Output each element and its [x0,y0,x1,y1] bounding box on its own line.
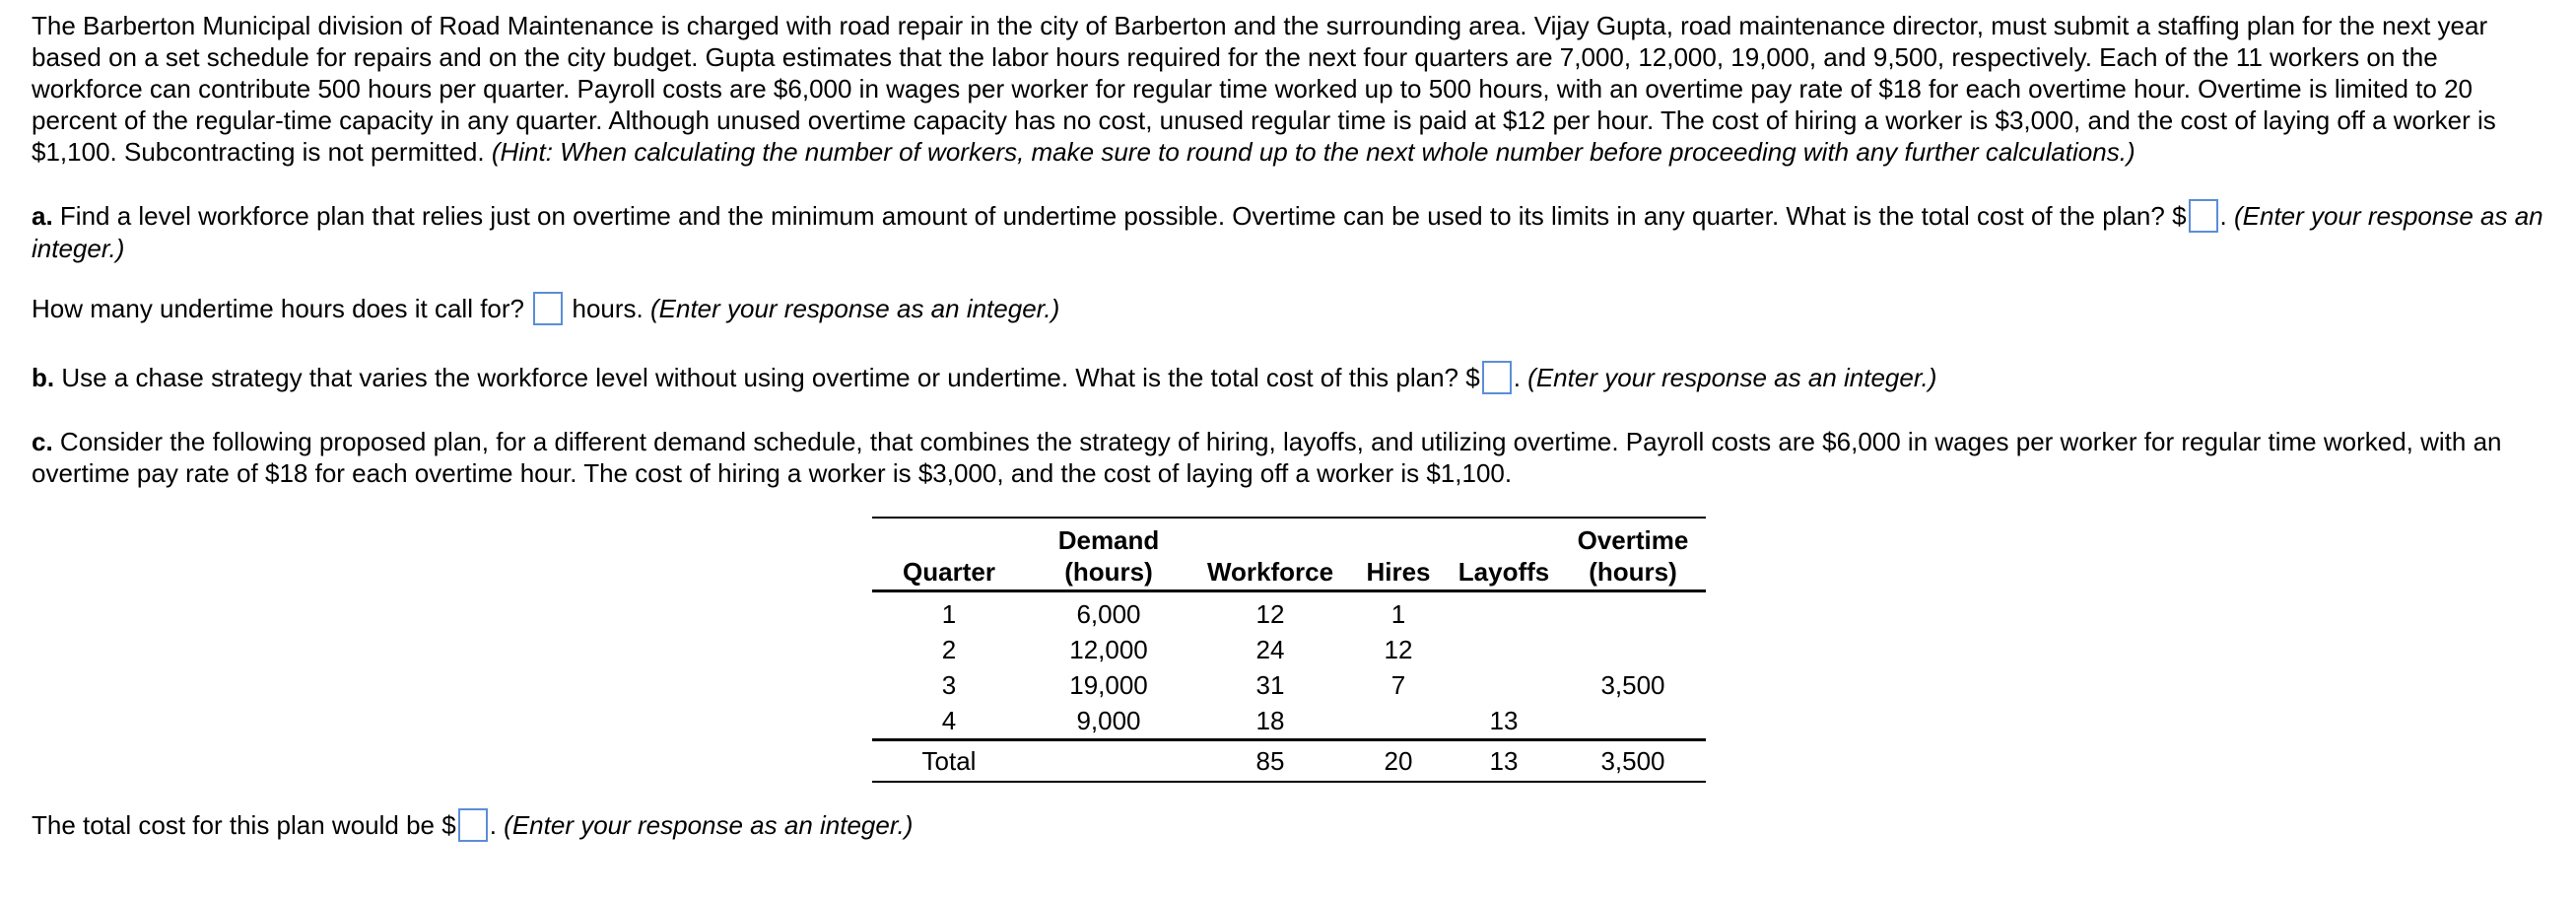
cell-total-overtime: 3,500 [1600,746,1665,776]
cell-quarter: 1 [941,599,957,629]
question-a [32,199,2544,264]
final-question-text: The total cost for this plan would be $ [32,810,456,840]
question-c [32,426,2544,489]
problem-content [32,10,2544,489]
undertime-unit: hours. [572,294,644,323]
cell-demand: 6,000 [1076,599,1141,629]
table-row [872,632,1706,667]
cell-hires [1349,703,1448,740]
cell-total-demand [1026,740,1191,783]
question-a-instruction: (Enter your response as an integer.) [32,201,2543,263]
cell-demand: 12,000 [1069,635,1148,664]
table-row [872,703,1706,740]
table-total-row [872,740,1706,783]
cell-hires: 12 [1384,635,1413,664]
cell-hires: 7 [1390,670,1406,700]
cell-overtime: 3,500 [1600,670,1665,700]
problem-statement [32,10,2544,168]
cell-overtime [1560,703,1706,740]
hint-text: (Hint: When calculating the number of workers, make sure to round up to the next whole number before proceeding with any further calculations.) [491,137,2135,167]
cell-quarter: 4 [941,706,957,735]
question-c-text: Consider the following proposed plan, for a different demand schedule, that combines the strategy of hiring, layoffs, and utilizing overtime. Payroll costs are $6,000 in wages per worker for regular time worked, with an overtime pay rate of $18 for each overtime hour. The cost of hiring a worker is $3,000, and the cost of laying off a worker is $1,100. [32,427,2502,488]
answer-c-total-cost-input[interactable] [458,808,488,842]
answer-a-total-cost-input[interactable] [2189,199,2218,233]
cell-total-label: Total [921,746,977,776]
cell-overtime [1560,632,1706,667]
cell-total-workforce: 85 [1255,746,1285,776]
question-b-text: Use a chase strategy that varies the workforce level without using overtime or undertime. What is the total cost of this plan? $ [61,363,1480,392]
cell-workforce: 18 [1255,706,1285,735]
cell-hires: 1 [1390,599,1406,629]
cell-workforce: 24 [1255,635,1285,664]
cell-demand: 9,000 [1076,706,1141,735]
question-b-label: b. [32,363,55,392]
cell-layoffs [1448,591,1560,633]
answer-b-total-cost-input[interactable] [1482,361,1512,394]
header-overtime: Overtime (hours) [1577,525,1689,587]
cell-workforce: 12 [1255,599,1285,629]
cell-quarter: 2 [941,635,957,664]
question-c-total-cost [32,808,913,842]
cell-total-hires: 20 [1384,746,1413,776]
final-period: . [489,810,497,840]
cell-layoffs: 13 [1489,706,1519,735]
plan-table-container [872,517,1706,783]
header-demand: Demand (hours) [1057,525,1160,587]
staffing-plan-table [872,517,1706,783]
final-instruction: (Enter your response as an integer.) [504,810,914,840]
cell-layoffs [1448,632,1560,667]
question-a-label: a. [32,201,53,231]
header-hires: Hires [1366,557,1431,587]
question-b-period: . [1513,363,1521,392]
question-b-instruction: (Enter your response as an integer.) [1527,363,1937,392]
question-a-undertime [32,292,2544,325]
table-row [872,591,1706,633]
question-a-text: Find a level workforce plan that relies just on overtime and the minimum amount of undertime possible. Overtime can be used to its limits in any quarter. What is the total cost of the plan? $ [59,201,2187,231]
cell-layoffs [1448,667,1560,703]
cell-workforce: 31 [1255,670,1285,700]
cell-demand: 19,000 [1069,670,1148,700]
table-row [872,667,1706,703]
question-a-period: . [2219,201,2227,231]
header-layoffs: Layoffs [1457,557,1550,587]
header-quarter: Quarter [903,557,995,587]
question-b [32,361,2544,394]
header-workforce: Workforce [1206,557,1334,587]
cell-overtime [1560,591,1706,633]
question-a-undertime-text: How many undertime hours does it call for? [32,294,525,323]
cell-total-layoffs: 13 [1489,746,1519,776]
table-header-row [872,518,1706,591]
problem-text: The Barberton Municipal division of Road Maintenance is charged with road repair in the city of Barberton and the surrounding area. Vijay Gupta, road maintenance director, must submit a staffing plan for the next year based on a set schedule for repairs and on the city budget. Gupta estimates that the labor hours required for the next four quarters are 7,000, 12,000, 19,000, and 9,500, respectively. Each of the 11 workers on the workforce can contribute 500 hours per quarter. Payroll costs are $6,000 in wages per worker for regular time worked up to 500 hours, with an overtime pay rate of $18 for each overtime hour. Overtime is limited to 20 percent of the regular-time capacity in any quarter. Although unused overtime capacity has no cost, unused regular time is paid at $12 per hour. The cost of hiring a worker is $3,000, and the cost of laying off a worker is $1,100. Subcontracting is not permitted. [32,11,2496,167]
question-a-undertime-instruction: (Enter your response as an integer.) [649,294,1060,323]
question-c-label: c. [32,427,53,456]
answer-a-undertime-input[interactable] [533,292,563,325]
cell-quarter: 3 [941,670,957,700]
